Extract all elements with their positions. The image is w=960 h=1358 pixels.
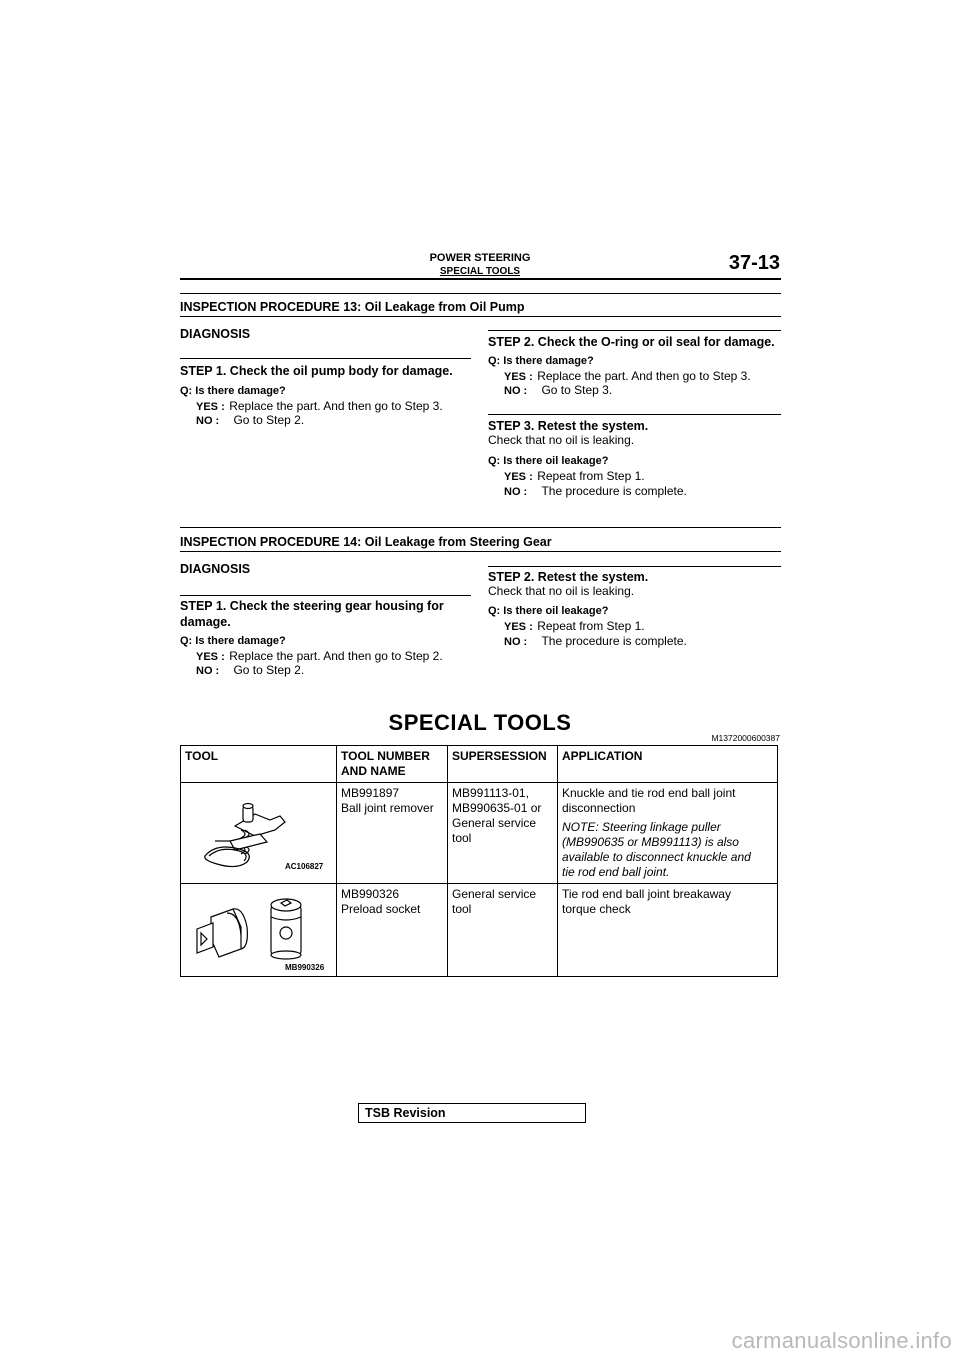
step-3-title: STEP 3. Retest the system. (488, 419, 649, 433)
step-3-body: Check that no oil is leaking. (488, 433, 635, 447)
supersession-cell (448, 884, 558, 977)
step-2-body: Check that no oil is leaking. (488, 584, 635, 598)
supersession-line: MB990635-01 or (452, 801, 542, 815)
supersession-line: MB991113-01, (452, 786, 529, 800)
yes-text: Replace the part. And then go to Step 3. (229, 399, 443, 413)
application-line: Knuckle and tie rod end ball joint (562, 786, 736, 800)
tool-number-cell (337, 884, 448, 977)
yes-text: Replace the part. And then go to Step 2. (229, 649, 443, 663)
figure-label: MB990326 (285, 963, 325, 972)
tool-name: Preload socket (341, 902, 421, 916)
supersession-line: tool (452, 831, 472, 845)
yes-label: YES : (504, 471, 533, 483)
table-header-row (181, 746, 778, 783)
col-tool: TOOL (181, 746, 337, 783)
answer-no (504, 632, 687, 650)
no-text: Go to Step 3. (541, 383, 613, 397)
question: Q: Is there damage? (180, 635, 286, 647)
special-tools-table (180, 745, 778, 977)
preload-socket-illustration (185, 887, 325, 969)
yes-text: Replace the part. And then go to Step 3. (537, 369, 751, 383)
no-label: NO : (504, 636, 528, 648)
diagnosis-heading: DIAGNOSIS (180, 562, 251, 576)
tool-figure-cell (181, 783, 337, 884)
application-line: Tie rod end ball joint breakaway (562, 887, 731, 901)
tool-number-cell (337, 783, 448, 884)
procedure-13-title: INSPECTION PROCEDURE 13: Oil Leakage from Oil Pump (180, 300, 525, 314)
tool-number: MB991897 (341, 786, 400, 800)
supersession-line: General service (452, 816, 537, 830)
no-label: NO : (196, 665, 220, 677)
divider (180, 293, 781, 294)
tsb-revision-box: TSB Revision (358, 1103, 586, 1123)
step-2-title: STEP 2. Retest the system. (488, 570, 649, 584)
step-1-title: STEP 1. Check the oil pump body for damage. (180, 364, 453, 378)
no-text: The procedure is complete. (541, 484, 687, 498)
figure-label: AC106827 (285, 862, 324, 871)
note-line: NOTE: Steering linkage puller (562, 820, 721, 834)
step-2-title: STEP 2. Check the O-ring or oil seal for damage. (488, 335, 775, 349)
step-1-title-line2: damage. (180, 615, 231, 629)
yes-text: Repeat from Step 1. (537, 619, 645, 633)
application-note (562, 820, 773, 880)
question: Q: Is there oil leakage? (488, 455, 609, 467)
col-tool-number (337, 746, 448, 783)
note-line: available to disconnect knuckle and (562, 850, 751, 864)
answer-no (196, 661, 304, 679)
supersession-line: tool (452, 902, 472, 916)
yes-label: YES : (504, 621, 533, 633)
answer-no (504, 482, 687, 500)
yes-label: YES : (196, 401, 225, 413)
divider (180, 595, 471, 596)
answer-no (196, 411, 304, 429)
divider (180, 551, 781, 552)
header-subtitle: SPECIAL TOOLS (439, 266, 521, 277)
tool-number: MB990326 (341, 887, 400, 901)
divider (488, 330, 781, 331)
no-text: The procedure is complete. (541, 634, 687, 648)
section-title: SPECIAL TOOLS (388, 710, 572, 735)
application-cell (558, 783, 778, 884)
question: Q: Is there damage? (488, 355, 594, 367)
no-label: NO : (504, 486, 528, 498)
step-1-title-line1: STEP 1. Check the steering gear housing for (180, 599, 444, 613)
divider (488, 414, 781, 415)
section-code: M1372000600387 (711, 733, 780, 743)
application-line: disconnection (562, 801, 636, 815)
note-line: tie rod end ball joint. (562, 865, 670, 879)
note-line: (MB990635 or MB991113) is also (562, 835, 739, 849)
yes-text: Repeat from Step 1. (537, 469, 645, 483)
answer-no (504, 381, 612, 399)
page-number: 37-13 (728, 252, 780, 274)
procedure-14-title: INSPECTION PROCEDURE 14: Oil Leakage from Steering Gear (180, 535, 552, 549)
divider (488, 566, 781, 567)
application-line: torque check (562, 902, 631, 916)
application-cell (558, 884, 778, 977)
yes-label: YES : (196, 651, 225, 663)
no-label: NO : (504, 385, 528, 397)
no-label: NO : (196, 415, 220, 427)
watermark: carmanualsonline.info (731, 1328, 952, 1353)
col-tool-number-line2: AND NAME (341, 764, 406, 778)
no-text: Go to Step 2. (233, 413, 305, 427)
question: Q: Is there damage? (180, 385, 286, 397)
yes-label: YES : (504, 371, 533, 383)
divider (180, 316, 781, 317)
divider (180, 527, 781, 528)
tool-figure-cell (181, 884, 337, 977)
table-row (181, 783, 778, 884)
no-text: Go to Step 2. (233, 663, 305, 677)
tool-name: Ball joint remover (341, 801, 434, 815)
supersession-cell (448, 783, 558, 884)
question: Q: Is there oil leakage? (488, 605, 609, 617)
table-row (181, 884, 778, 977)
supersession-line: General service (452, 887, 537, 901)
header-rule (180, 278, 781, 280)
col-supersession: SUPERSESSION (448, 746, 558, 783)
diagnosis-heading: DIAGNOSIS (180, 327, 251, 341)
divider (180, 358, 471, 359)
col-tool-number-line1: TOOL NUMBER (341, 749, 430, 763)
col-application: APPLICATION (558, 746, 778, 783)
header-title: POWER STEERING (429, 252, 531, 264)
